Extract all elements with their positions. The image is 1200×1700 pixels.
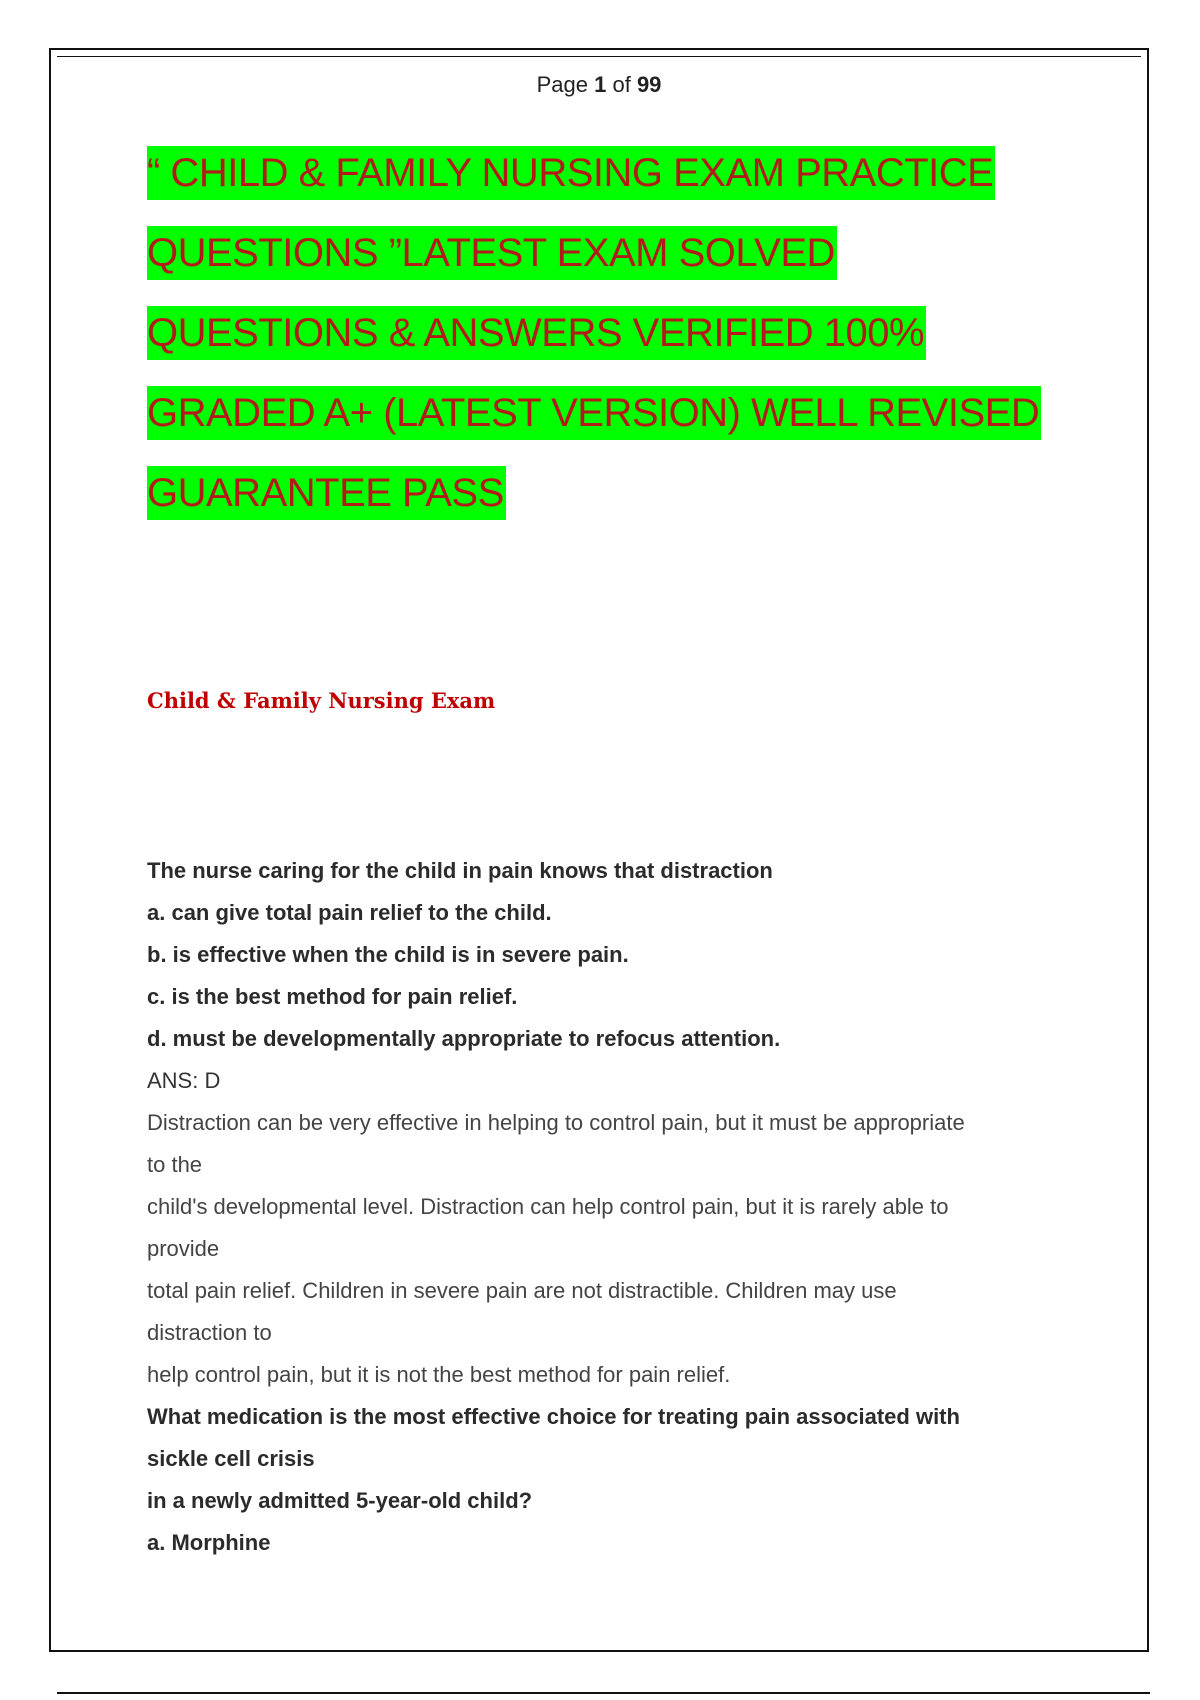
- title-line: QUESTIONS & ANSWERS VERIFIED 100%: [147, 306, 926, 360]
- explanation-line: distraction to: [147, 1320, 272, 1345]
- title-line: GUARANTEE PASS: [147, 466, 506, 520]
- section-subtitle: Child & Family Nursing Exam: [147, 688, 496, 713]
- explanation-line: Distraction can be very effective in helping to control pain, but it must be appropriate: [147, 1110, 965, 1135]
- question-stem: The nurse caring for the child in pain knows that distraction: [147, 858, 773, 883]
- title-line: QUESTIONS ”LATEST EXAM SOLVED: [147, 226, 837, 280]
- page-label-prefix: Page: [536, 72, 588, 97]
- title-line: GRADED A+ (LATEST VERSION) WELL REVISED: [147, 386, 1041, 440]
- answer-option: c. is the best method for pain relief.: [147, 984, 518, 1009]
- top-rule: [57, 56, 1141, 57]
- explanation-line: total pain relief. Children in severe pain are not distractible. Children may use: [147, 1278, 897, 1303]
- page-frame: [49, 48, 1149, 1652]
- question-stem: in a newly admitted 5-year-old child?: [147, 1488, 533, 1513]
- explanation-line: child's developmental level. Distraction can help control pain, but it is rarely able to: [147, 1194, 949, 1219]
- explanation-line: help control pain, but it is not the best method for pain relief.: [147, 1362, 731, 1387]
- answer-option: a. can give total pain relief to the child.: [147, 900, 552, 925]
- page-current: 1: [594, 72, 607, 97]
- bottom-rule: [57, 1692, 1150, 1694]
- question-stem: What medication is the most effective choice for treating pain associated with: [147, 1404, 960, 1429]
- title-line: “ CHILD & FAMILY NURSING EXAM PRACTICE: [147, 146, 995, 200]
- answer-option: b. is effective when the child is in severe pain.: [147, 942, 629, 967]
- document-title: [147, 146, 1107, 546]
- exam-content: [147, 850, 1087, 1564]
- answer-option: a. Morphine: [147, 1530, 271, 1555]
- page-total: 99: [636, 72, 662, 97]
- page-label-of: of: [612, 72, 631, 97]
- question-stem: sickle cell crisis: [147, 1446, 315, 1471]
- explanation-line: provide: [147, 1236, 220, 1261]
- page-number: [51, 72, 1147, 98]
- answer-key: ANS: D: [147, 1068, 221, 1093]
- answer-option: d. must be developmentally appropriate to refocus attention.: [147, 1026, 781, 1051]
- explanation-line: to the: [147, 1152, 203, 1177]
